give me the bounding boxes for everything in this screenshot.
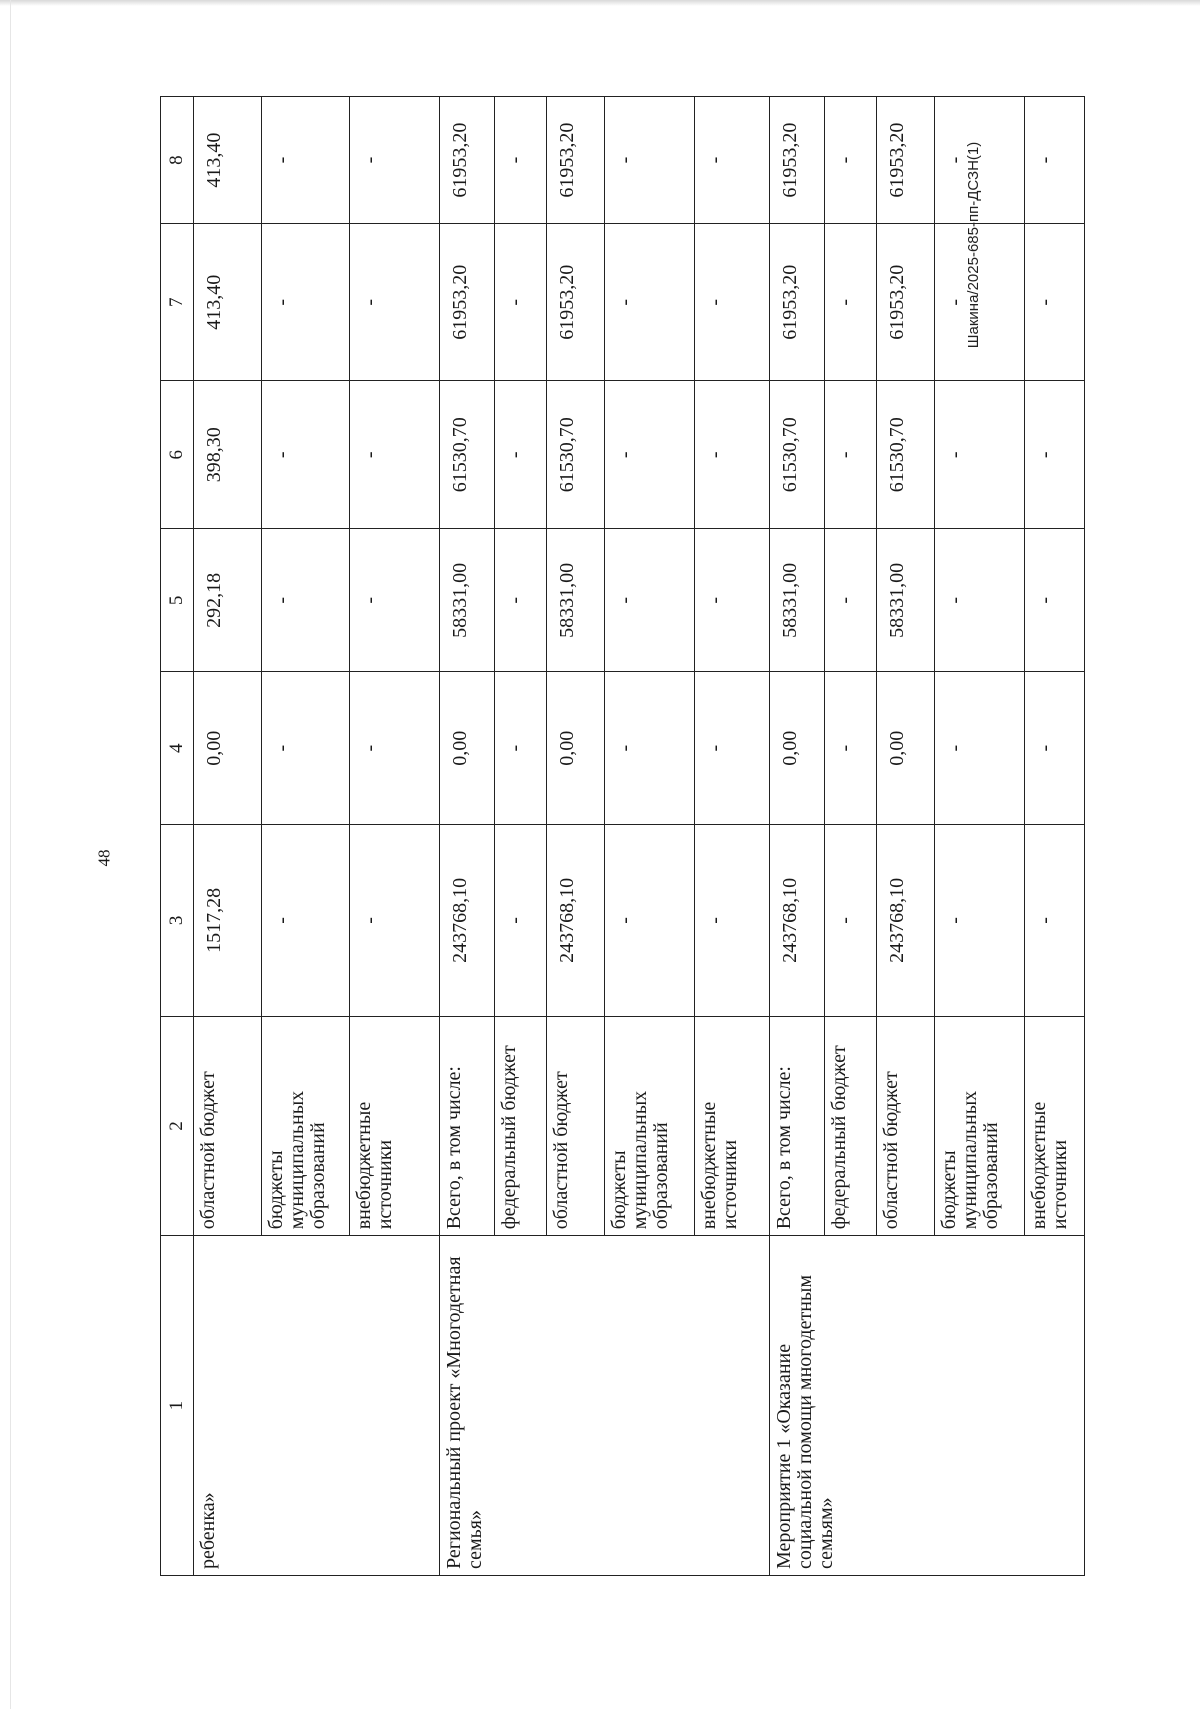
value-cell: 61953,20: [876, 97, 934, 224]
financing-table: [160, 96, 1085, 1576]
value-cell: -: [934, 381, 1024, 529]
value-cell: -: [261, 672, 349, 825]
value-cell: -: [824, 529, 876, 672]
value-cell: -: [494, 224, 546, 381]
value-cell: -: [349, 381, 439, 529]
value-cell: 61953,20: [439, 97, 494, 224]
value-cell: -: [494, 381, 546, 529]
value-cell: 61953,20: [769, 224, 824, 381]
source-cell: внебюджетные источники: [694, 1016, 769, 1236]
header-cell: 4: [161, 672, 194, 825]
value-cell: -: [1024, 672, 1084, 825]
value-cell: -: [604, 224, 694, 381]
page-number: 48: [94, 849, 114, 867]
value-cell: -: [494, 824, 546, 1016]
value-cell: -: [934, 224, 1024, 381]
value-cell: 0,00: [193, 672, 261, 825]
value-cell: 61953,20: [546, 224, 604, 381]
source-cell: Всего, в том числе:: [439, 1016, 494, 1236]
value-cell: 61953,20: [769, 97, 824, 224]
value-cell: 58331,00: [546, 529, 604, 672]
value-cell: -: [1024, 224, 1084, 381]
value-cell: 243768,10: [546, 824, 604, 1016]
value-cell: -: [824, 224, 876, 381]
source-cell: бюджеты муниципальных образований: [934, 1016, 1024, 1236]
source-cell: Всего, в том числе:: [769, 1016, 824, 1236]
table-row: [193, 97, 261, 1576]
value-cell: -: [604, 529, 694, 672]
value-cell: -: [694, 381, 769, 529]
header-cell: 3: [161, 824, 194, 1016]
value-cell: 61530,70: [769, 381, 824, 529]
value-cell: 0,00: [769, 672, 824, 825]
value-cell: -: [824, 672, 876, 825]
value-cell: 243768,10: [439, 824, 494, 1016]
value-cell: 1517,28: [193, 824, 261, 1016]
value-cell: 61530,70: [546, 381, 604, 529]
rotated-table-container: [160, 96, 1071, 1576]
header-cell: 5: [161, 529, 194, 672]
source-cell: областной бюджет: [193, 1016, 261, 1236]
group-title-cell: Мероприятие 1 «Оказание социальной помощи многодетным семьям»: [769, 1236, 1084, 1576]
source-cell: внебюджетные источники: [1024, 1016, 1084, 1236]
value-cell: -: [694, 672, 769, 825]
value-cell: -: [694, 97, 769, 224]
table-row: [769, 97, 824, 1576]
value-cell: -: [1024, 824, 1084, 1016]
value-cell: -: [261, 97, 349, 224]
value-cell: -: [934, 672, 1024, 825]
value-cell: -: [604, 97, 694, 224]
value-cell: -: [261, 381, 349, 529]
value-cell: -: [349, 824, 439, 1016]
group-title-cell: ребенка»: [193, 1236, 439, 1576]
value-cell: -: [1024, 97, 1084, 224]
value-cell: -: [349, 529, 439, 672]
value-cell: 58331,00: [439, 529, 494, 672]
value-cell: -: [604, 381, 694, 529]
source-cell: бюджеты муниципальных образований: [604, 1016, 694, 1236]
value-cell: -: [824, 381, 876, 529]
value-cell: 0,00: [439, 672, 494, 825]
source-cell: областной бюджет: [876, 1016, 934, 1236]
header-cell: 1: [161, 1236, 194, 1576]
table-row: [439, 97, 494, 1576]
value-cell: 243768,10: [769, 824, 824, 1016]
value-cell: -: [349, 672, 439, 825]
scan-edge: [0, 0, 1200, 6]
value-cell: -: [934, 97, 1024, 224]
value-cell: -: [694, 824, 769, 1016]
value-cell: 61530,70: [876, 381, 934, 529]
value-cell: -: [694, 529, 769, 672]
header-cell: 8: [161, 97, 194, 224]
value-cell: 292,18: [193, 529, 261, 672]
header-cell: 2: [161, 1016, 194, 1236]
value-cell: -: [934, 824, 1024, 1016]
value-cell: -: [694, 224, 769, 381]
value-cell: 61953,20: [439, 224, 494, 381]
value-cell: -: [824, 824, 876, 1016]
value-cell: -: [261, 529, 349, 672]
value-cell: 413,40: [193, 224, 261, 381]
value-cell: -: [934, 529, 1024, 672]
value-cell: 58331,00: [769, 529, 824, 672]
source-cell: федеральный бюджет: [824, 1016, 876, 1236]
value-cell: -: [604, 672, 694, 825]
source-cell: внебюджетные источники: [349, 1016, 439, 1236]
value-cell: -: [494, 672, 546, 825]
value-cell: -: [261, 824, 349, 1016]
value-cell: 61953,20: [876, 224, 934, 381]
value-cell: 61953,20: [546, 97, 604, 224]
source-cell: областной бюджет: [546, 1016, 604, 1236]
value-cell: -: [1024, 381, 1084, 529]
value-cell: 61530,70: [439, 381, 494, 529]
value-cell: -: [1024, 529, 1084, 672]
value-cell: 0,00: [876, 672, 934, 825]
source-cell: бюджеты муниципальных образований: [261, 1016, 349, 1236]
value-cell: 398,30: [193, 381, 261, 529]
header-cell: 6: [161, 381, 194, 529]
source-cell: федеральный бюджет: [494, 1016, 546, 1236]
value-cell: -: [604, 824, 694, 1016]
value-cell: -: [349, 224, 439, 381]
value-cell: -: [494, 529, 546, 672]
value-cell: 243768,10: [876, 824, 934, 1016]
header-cell: 7: [161, 224, 194, 381]
value-cell: 413,40: [193, 97, 261, 224]
value-cell: -: [261, 224, 349, 381]
value-cell: -: [824, 97, 876, 224]
value-cell: 58331,00: [876, 529, 934, 672]
header-row: [161, 97, 194, 1576]
group-title-cell: Региональный проект «Многодетная семья»: [439, 1236, 769, 1576]
value-cell: -: [349, 97, 439, 224]
doc-reference-text: Шакина/2025-685-пп-ДСЗН(1): [964, 141, 982, 349]
scan-edge-left: [10, 0, 11, 1709]
value-cell: -: [494, 97, 546, 224]
value-cell: 0,00: [546, 672, 604, 825]
